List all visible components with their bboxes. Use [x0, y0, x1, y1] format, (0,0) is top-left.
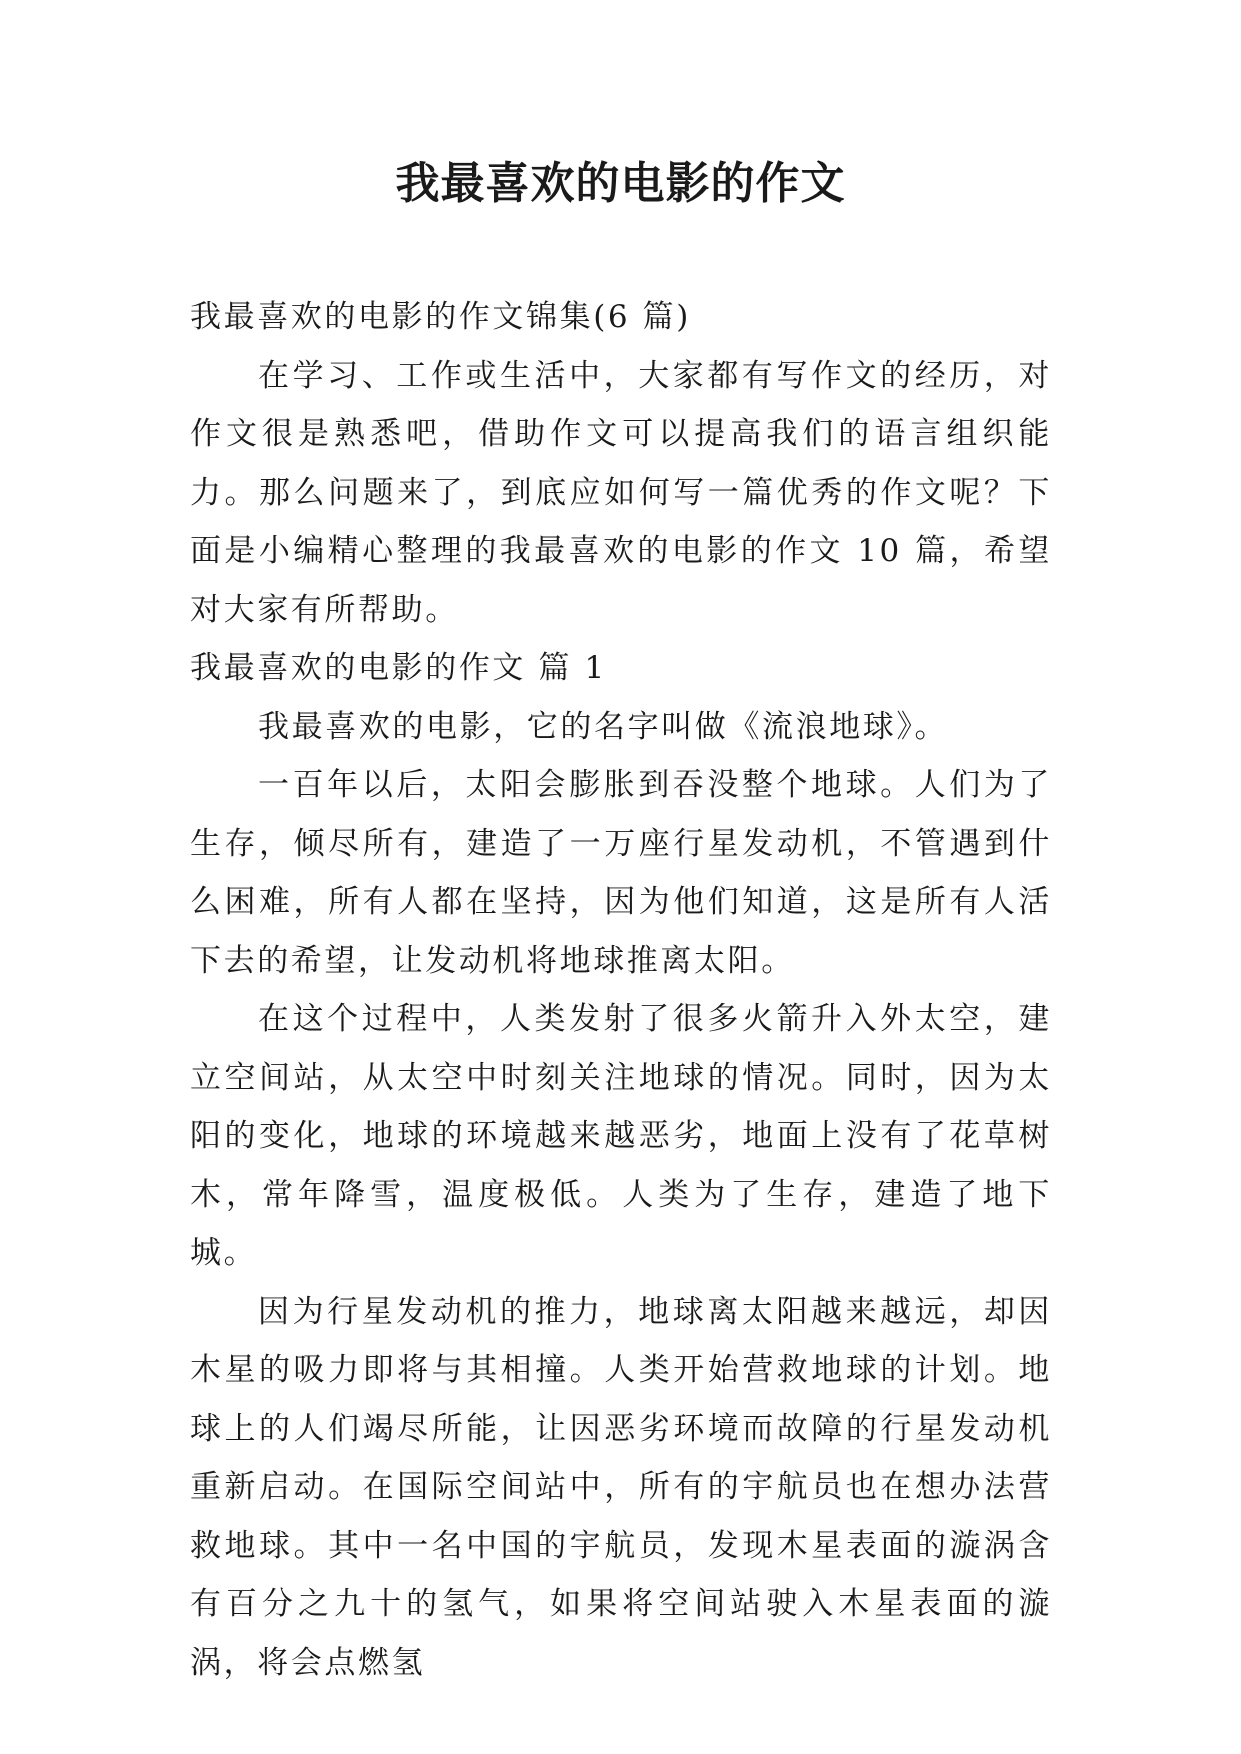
intro-paragraph: 在学习、工作或生活中，大家都有写作文的经历，对作文很是熟悉吧，借助作文可以提高我们的语言组织能力。那么问题来了，到底应如何写一篇优秀的作文呢？下面是小编精心整理的我最喜欢的电影的作文 10 篇，希望对大家有所帮助。	[190, 357, 1052, 628]
body-paragraph: 我最喜欢的电影，它的名字叫做《流浪地球》。	[258, 708, 949, 745]
document-title: 我最喜欢的电影的作文	[395, 158, 846, 209]
document-body	[190, 288, 1052, 1692]
body-paragraph: 在这个过程中，人类发射了很多火箭升入外太空，建立空间站，从太空中时刻关注地球的情况。同时，因为太阳的变化，地球的环境越来越恶劣，地面上没有了花草树木，常年降雪，温度极低。人类为了生存，建造了地下城。	[190, 1001, 1052, 1271]
document-subtitle: 我最喜欢的电影的作文锦集(6 篇)	[190, 299, 691, 335]
body-paragraph: 因为行星发动机的推力，地球离太阳越来越远，却因木星的吸力即将与其相撞。人类开始营救地球的计划。地球上的人们竭尽所能，让因恶劣环境而故障的行星发动机重新启动。在国际空间站中，所有的宇航员也在想办法营救地球。其中一名中国的宇航员，发现木星表面的漩涡含有百分之九十的氢气，如果将空间站驶入木星表面的漩涡，将会点燃氢	[190, 1293, 1052, 1681]
body-paragraph: 一百年以后，太阳会膨胀到吞没整个地球。人们为了生存，倾尽所有，建造了一万座行星发动机，不管遇到什么困难，所有人都在坚持，因为他们知道，这是所有人活下去的希望，让发动机将地球推离太阳。	[190, 767, 1052, 979]
section-heading: 我最喜欢的电影的作文 篇 1	[190, 650, 607, 686]
